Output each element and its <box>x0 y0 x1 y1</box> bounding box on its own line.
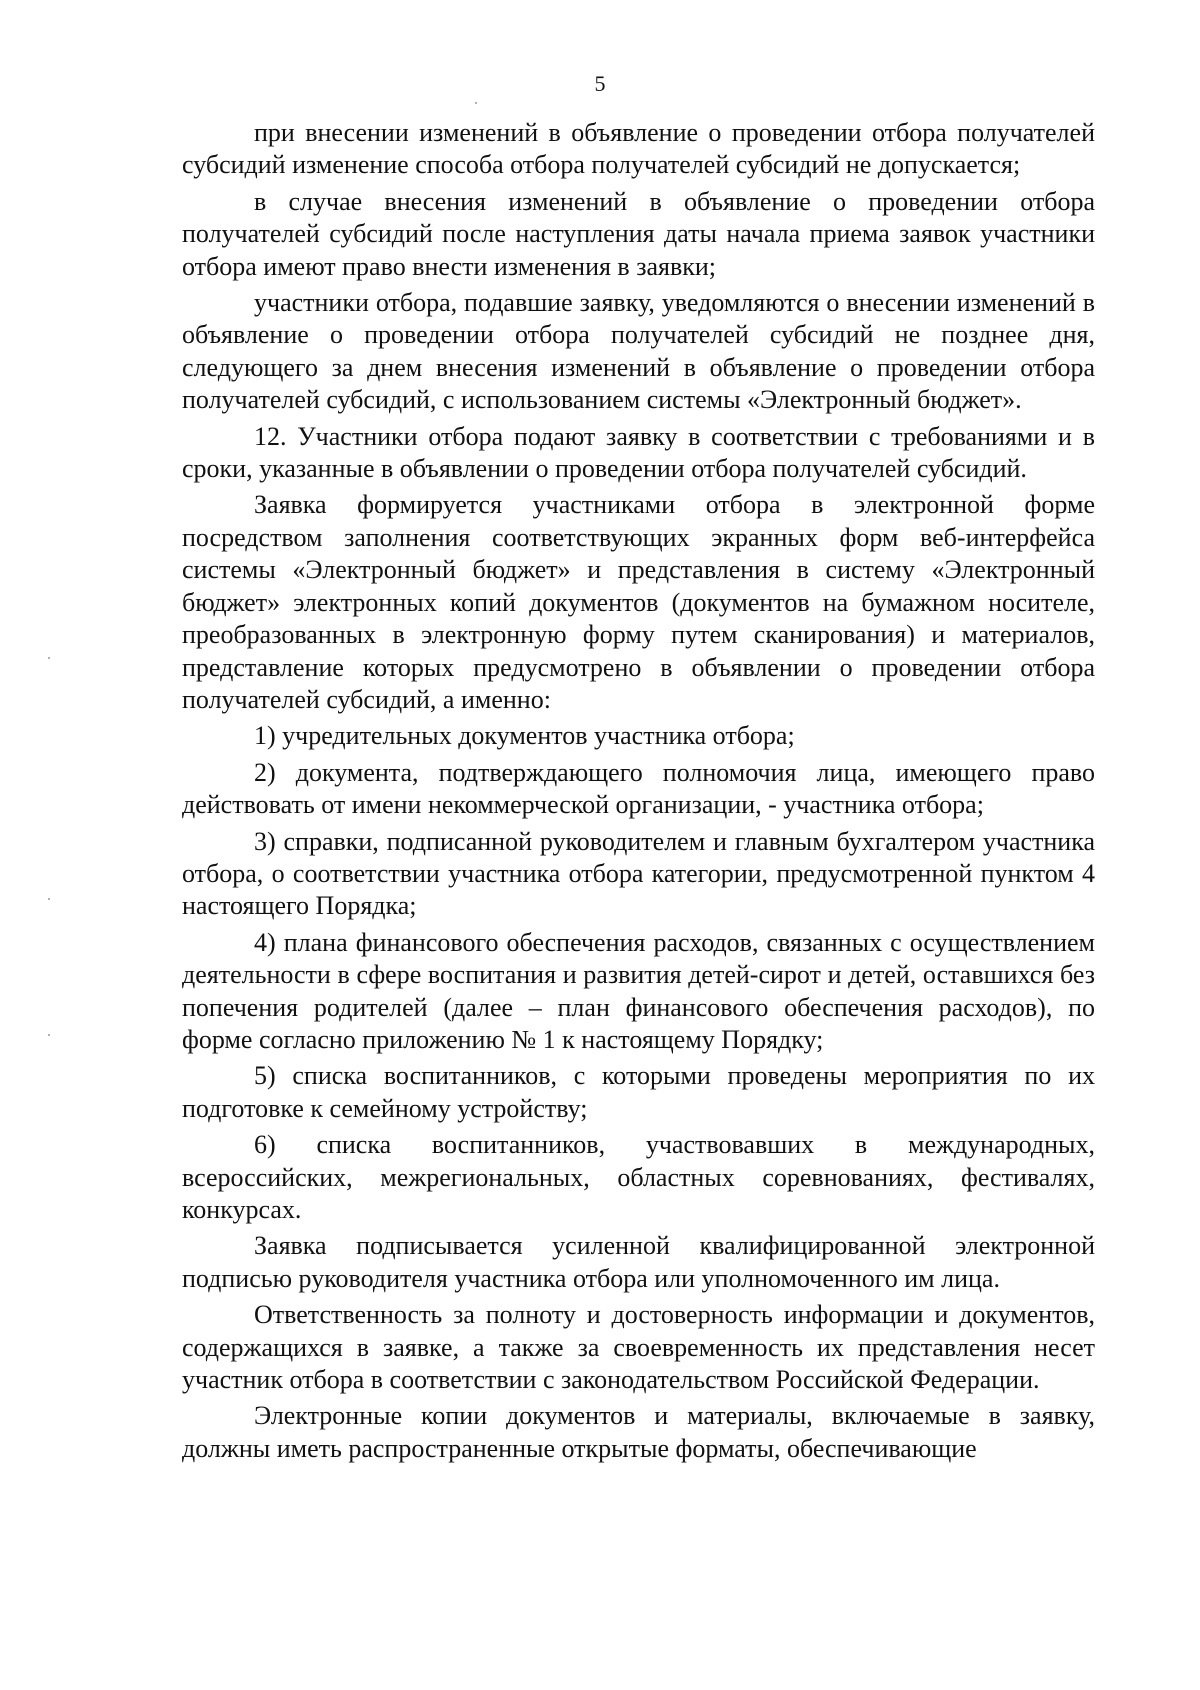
list-item-6: 6) списка воспитанников, участвовавших в международных, всероссийских, межрегиональных, областных соревнованиях, фестивалях, конкурсах. <box>182 1130 1095 1224</box>
page-number: 5 <box>594 71 606 96</box>
list-item-5: 5) списка воспитанников, с которыми проведены мероприятия по их подготовке к семейному устройству; <box>182 1061 1095 1123</box>
scan-speck <box>48 657 50 659</box>
paragraph-electronic-copies: Электронные копии документов и материалы, включаемые в заявку, должны иметь распространенные открытые форматы, обеспечивающие <box>182 1401 1095 1463</box>
list-item-3: 3) справки, подписанной руководителем и главным бухгалтером участника отбора, о соответствии участника отбора категории, предусмотренной пунктом 4 настоящего Порядка; <box>182 826 1095 921</box>
scan-speck <box>475 102 477 104</box>
paragraph-application-forming: Заявка формируется участниками отбора в электронной форме посредством заполнения соответствующих экранных форм веб-интерфейса системы «Электронный бюджет» и представления в систему «Электронный бюджет» электронных копий документов (документов на бумажном носителе, преобразованных в электронную форму путем сканирования) и материалов, представление которых предусмотрено в объявлении о проведении отбора получателей субсидий, а именно: <box>182 490 1095 714</box>
document-body <box>182 117 1095 1469</box>
list-item-1: 1) учредительных документов участника отбора; <box>254 721 795 751</box>
list-item-2: 2) документа, подтверждающего полномочия лица, имеющего право действовать от имени некоммерческой организации, - участника отбора; <box>182 757 1095 820</box>
paragraph-changes-after-start: в случае внесения изменений в объявление о проведении отбора получателей субсидий после наступления даты начала приема заявок участники отбора имеют право внести изменения в заявки; <box>182 186 1095 281</box>
paragraph-participant-notification: участники отбора, подавшие заявку, уведомляются о внесении изменений в объявление о проведении отбора получателей субсидий не позднее дня, следующего за днем внесения изменений в объявление о проведении отбора получателей субсидий, с использованием системы «Электронный бюджет». <box>182 288 1095 415</box>
paragraph-responsibility: Ответственность за полноту и достоверность информации и документов, содержащихся в заявке, а также за своевременность их представления несет участник отбора в соответствии с законодательством Российской Федерации. <box>182 1300 1095 1395</box>
paragraph-item-12: 12. Участники отбора подают заявку в соответствии с требованиями и в сроки, указанные в объявлении о проведении отбора получателей субсидий. <box>182 421 1095 484</box>
list-item-4: 4) плана финансового обеспечения расходов, связанных с осуществлением деятельности в сфере воспитания и развития детей-сирот и детей, оставшихся без попечения родителей (далее – план финансового обеспечения расходов), по форме согласно приложению № 1 к настоящему Порядку; <box>182 927 1095 1054</box>
paragraph-signature: Заявка подписывается усиленной квалифицированной электронной подписью руководителя участника отбора или уполномоченного им лица. <box>182 1231 1095 1293</box>
scan-speck <box>48 898 50 900</box>
paragraph-announcement-change-method: при внесении изменений в объявление о проведении отбора получателей субсидий изменение способа отбора получателей субсидий не допускается; <box>182 118 1095 180</box>
scan-speck <box>48 1034 50 1036</box>
